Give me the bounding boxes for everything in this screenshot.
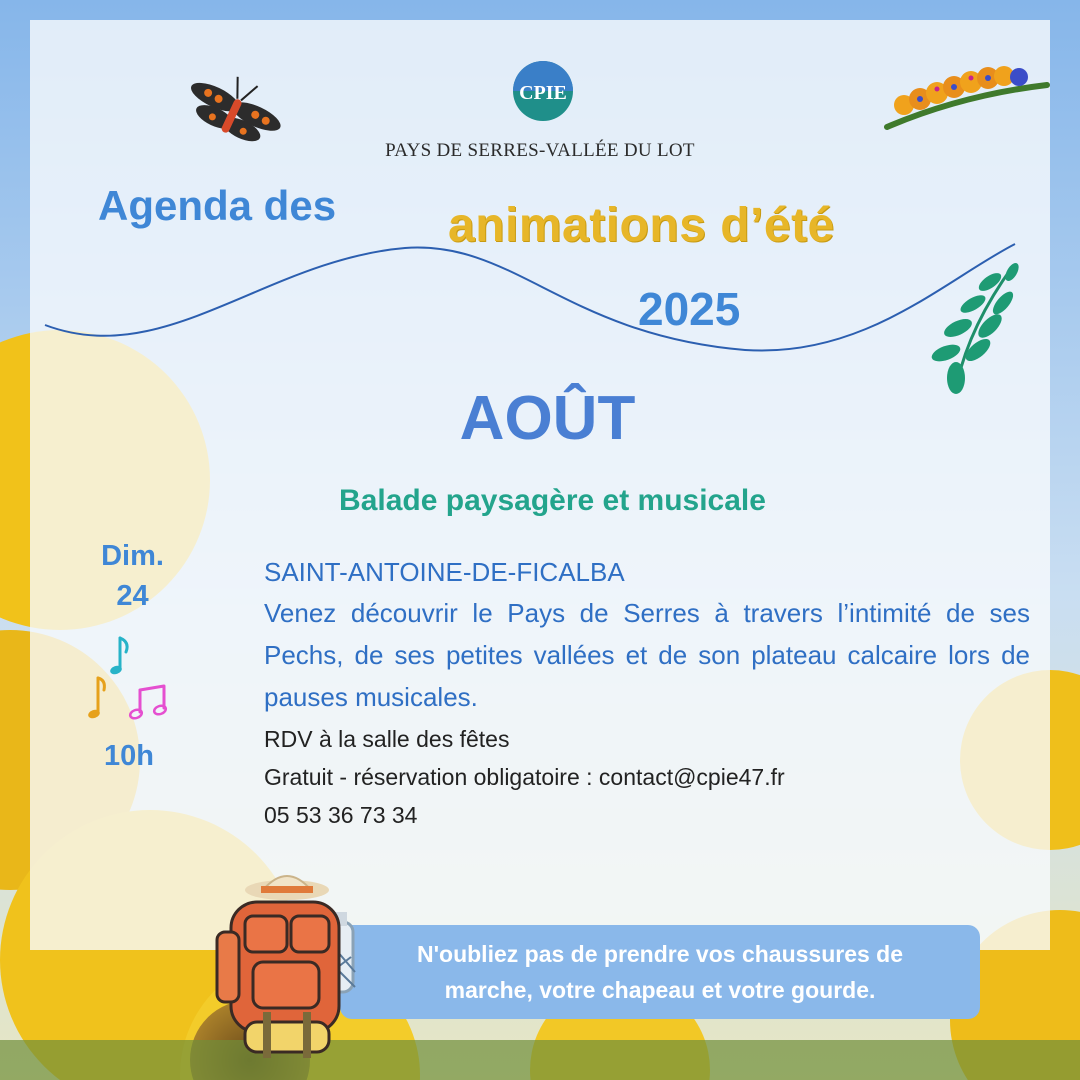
event-phone: 05 53 36 73 34	[264, 802, 418, 828]
backpack-icon	[215, 862, 370, 1062]
event-name: Balade paysagère et musicale	[339, 484, 766, 517]
event-meeting-point: RDV à la salle des fêtes	[264, 726, 510, 752]
event-description: Venez découvrir le Pays de Serres à travers l’intimité de ses Pechs, de ses petites vallées et de son plateau calcaire lors de pauses musicales.	[264, 598, 1030, 712]
event-place: SAINT-ANTOINE-DE-FICALBA	[264, 557, 625, 587]
event-booking: Gratuit - réservation obligatoire : contact@cpie47.fr	[264, 764, 785, 790]
music-notes-icon	[86, 632, 176, 724]
month-heading: AOÛT	[459, 384, 636, 453]
event-day: Dim.	[101, 540, 164, 572]
title-line2: animations d’été	[448, 199, 835, 252]
title-year: 2025	[638, 283, 741, 335]
title-line1: Agenda des	[98, 182, 337, 229]
caterpillar-icon	[882, 55, 1052, 135]
tip-banner: N'oubliez pas de prendre vos chaussures de marche, votre chapeau et votre gourde.	[340, 925, 980, 1019]
event-time: 10h	[104, 740, 154, 772]
logo-text: CPIE	[519, 82, 567, 104]
org-name: PAYS DE SERRES-VALLÉE DU LOT	[385, 140, 695, 161]
wave-line	[45, 240, 1020, 355]
event-day-number: 24	[116, 580, 149, 612]
cpie-logo	[512, 60, 574, 122]
leaf-branch-icon	[928, 258, 1023, 393]
